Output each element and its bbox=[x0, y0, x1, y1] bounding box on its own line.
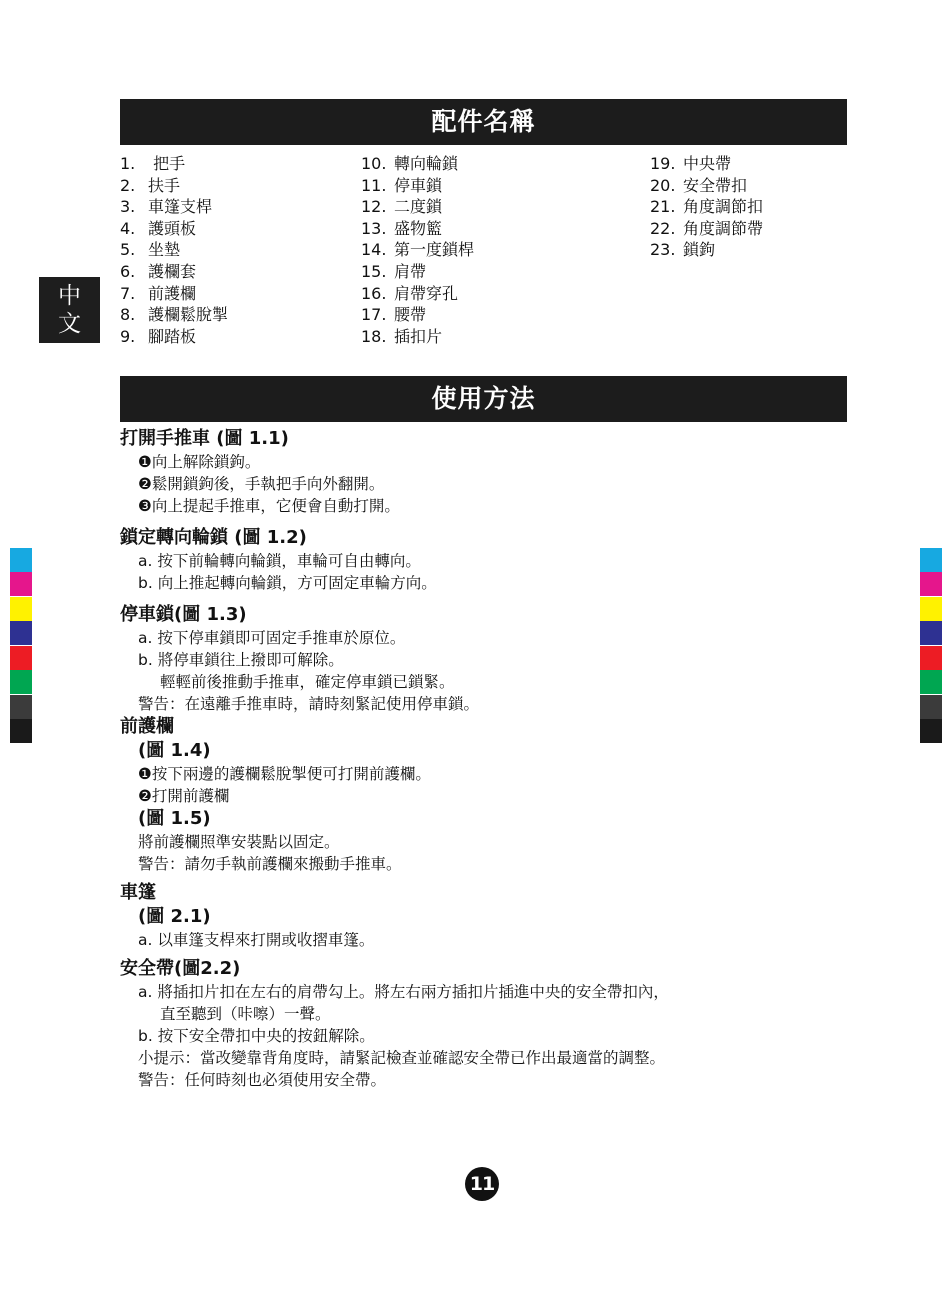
section-heading: 鎖定轉向輪鎖 (圖 1.2) bbox=[120, 527, 307, 548]
parts-column-3 bbox=[650, 153, 763, 261]
part-item: 14. 第一度鎖桿 bbox=[361, 240, 475, 260]
instruction-line: b. 向上推起轉向輪鎖，方可固定車輪方向。 bbox=[138, 574, 437, 592]
part-item: 23. 鎖鉤 bbox=[650, 240, 716, 260]
part-item: 7. 前護欄 bbox=[120, 283, 197, 303]
color-swatch bbox=[10, 548, 32, 572]
figure-reference: (圖 2.1) bbox=[138, 906, 211, 927]
usage-title: 使用方法 bbox=[431, 384, 536, 413]
parts-column-1 bbox=[120, 153, 228, 347]
color-swatch bbox=[920, 646, 942, 670]
section-heading: 車篷 bbox=[120, 882, 156, 903]
color-swatch bbox=[10, 719, 32, 743]
usage-instructions bbox=[120, 427, 860, 1091]
parts-column-2 bbox=[361, 153, 474, 347]
parts-title: 配件名稱 bbox=[431, 107, 536, 136]
tip-line: 小提示：當改變靠背角度時，請緊記檢查並確認安全帶已作出最適當的調整。 bbox=[138, 1049, 666, 1067]
section-heading: 安全帶(圖2.2) bbox=[120, 958, 241, 979]
section-heading: 停車鎖(圖 1.3) bbox=[120, 604, 247, 625]
language-tab bbox=[39, 277, 100, 343]
section-heading: 前護欄 bbox=[120, 716, 174, 737]
part-item: 6. 護欄套 bbox=[120, 261, 197, 281]
instruction-line: ❷鬆開鎖鉤後，手執把手向外翻開。 bbox=[138, 475, 385, 493]
color-swatch bbox=[10, 597, 32, 621]
color-swatch bbox=[10, 646, 32, 670]
part-item: 10. 轉向輪鎖 bbox=[361, 154, 459, 173]
part-item: 5. 坐墊 bbox=[120, 240, 181, 260]
instruction-line: ❶向上解除鎖鉤。 bbox=[138, 453, 261, 471]
instruction-line: 直至聽到（咔嚓）一聲。 bbox=[160, 1005, 331, 1023]
instruction-line: a. 以車篷支桿來打開或收摺車篷。 bbox=[138, 931, 375, 949]
parts-title-bar bbox=[120, 99, 847, 145]
instruction-line: a. 按下停車鎖即可固定手推車於原位。 bbox=[138, 629, 406, 647]
section-swivel-lock bbox=[120, 526, 860, 594]
warning-line: 警告：任何時刻也必須使用安全帶。 bbox=[138, 1071, 387, 1089]
part-item: 17. 腰帶 bbox=[361, 305, 427, 325]
part-item: 8. 護欄鬆脫掣 bbox=[120, 305, 229, 325]
language-tab-char-1: 中 bbox=[58, 283, 81, 309]
warning-line: 警告：在遠離手推車時，請時刻緊記使用停車鎖。 bbox=[138, 695, 480, 713]
instruction-line: ❸向上提起手推車，它便會自動打開。 bbox=[138, 497, 400, 515]
section-open-stroller bbox=[120, 427, 860, 517]
color-swatch bbox=[920, 695, 942, 719]
color-swatch bbox=[920, 719, 942, 743]
part-item: 22. 角度調節帶 bbox=[650, 218, 764, 238]
part-item: 4. 護頭板 bbox=[120, 218, 197, 238]
instruction-line: ❶按下兩邊的護欄鬆脫掣便可打開前護欄。 bbox=[138, 765, 431, 783]
page-number: 11 bbox=[465, 1167, 499, 1201]
color-swatch bbox=[920, 597, 942, 621]
usage-title-bar bbox=[120, 376, 847, 422]
warning-line: 警告：請勿手執前護欄來搬動手推車。 bbox=[138, 855, 402, 873]
figure-reference: (圖 1.4) bbox=[138, 740, 211, 761]
instruction-line: b. 按下安全帶扣中央的按鈕解除。 bbox=[138, 1027, 375, 1045]
part-item: 19. 中央帶 bbox=[650, 154, 732, 173]
part-item: 16. 肩帶穿孔 bbox=[361, 283, 459, 303]
part-item: 13. 盛物籃 bbox=[361, 218, 443, 238]
color-swatch bbox=[920, 572, 942, 596]
section-harness bbox=[120, 957, 860, 1091]
part-item: 20. 安全帶扣 bbox=[650, 175, 748, 195]
part-item: 21. 角度調節扣 bbox=[650, 197, 764, 217]
color-swatch bbox=[920, 548, 942, 572]
color-swatch bbox=[10, 695, 32, 719]
instruction-line: b. 將停車鎖往上撥即可解除。 bbox=[138, 651, 344, 669]
part-item: 2. 扶手 bbox=[120, 175, 181, 195]
part-item: 3. 車篷支桿 bbox=[120, 197, 213, 217]
part-item: 9. 腳踏板 bbox=[120, 326, 197, 346]
section-canopy bbox=[120, 881, 860, 951]
part-item: 15. 肩帶 bbox=[361, 261, 427, 281]
color-swatch bbox=[10, 572, 32, 596]
figure-reference: (圖 1.5) bbox=[138, 808, 211, 829]
part-item: 11. 停車鎖 bbox=[361, 175, 443, 195]
part-item: 18. 插扣片 bbox=[361, 326, 443, 346]
instruction-line: a. 將插扣片扣在左右的肩帶勾上。將左右兩方插扣片插進中央的安全帶扣內， bbox=[138, 983, 669, 1001]
color-swatch bbox=[920, 670, 942, 694]
part-item: 1. 把手 bbox=[120, 154, 186, 173]
instruction-line: ❷打開前護欄 bbox=[138, 787, 230, 805]
language-tab-char-2: 文 bbox=[58, 311, 81, 337]
section-brake bbox=[120, 603, 860, 715]
instruction-line: 將前護欄照準安裝點以固定。 bbox=[138, 833, 340, 851]
color-swatch bbox=[10, 621, 32, 645]
section-bumper-bar bbox=[120, 715, 860, 875]
instruction-line: a. 按下前輪轉向輪鎖，車輪可自由轉向。 bbox=[138, 552, 421, 570]
instruction-line: 輕輕前後推動手推車，確定停車鎖已鎖緊。 bbox=[160, 673, 455, 691]
section-heading: 打開手推車 (圖 1.1) bbox=[120, 428, 289, 449]
color-swatch bbox=[10, 670, 32, 694]
color-swatch bbox=[920, 621, 942, 645]
part-item: 12. 二度鎖 bbox=[361, 197, 443, 217]
